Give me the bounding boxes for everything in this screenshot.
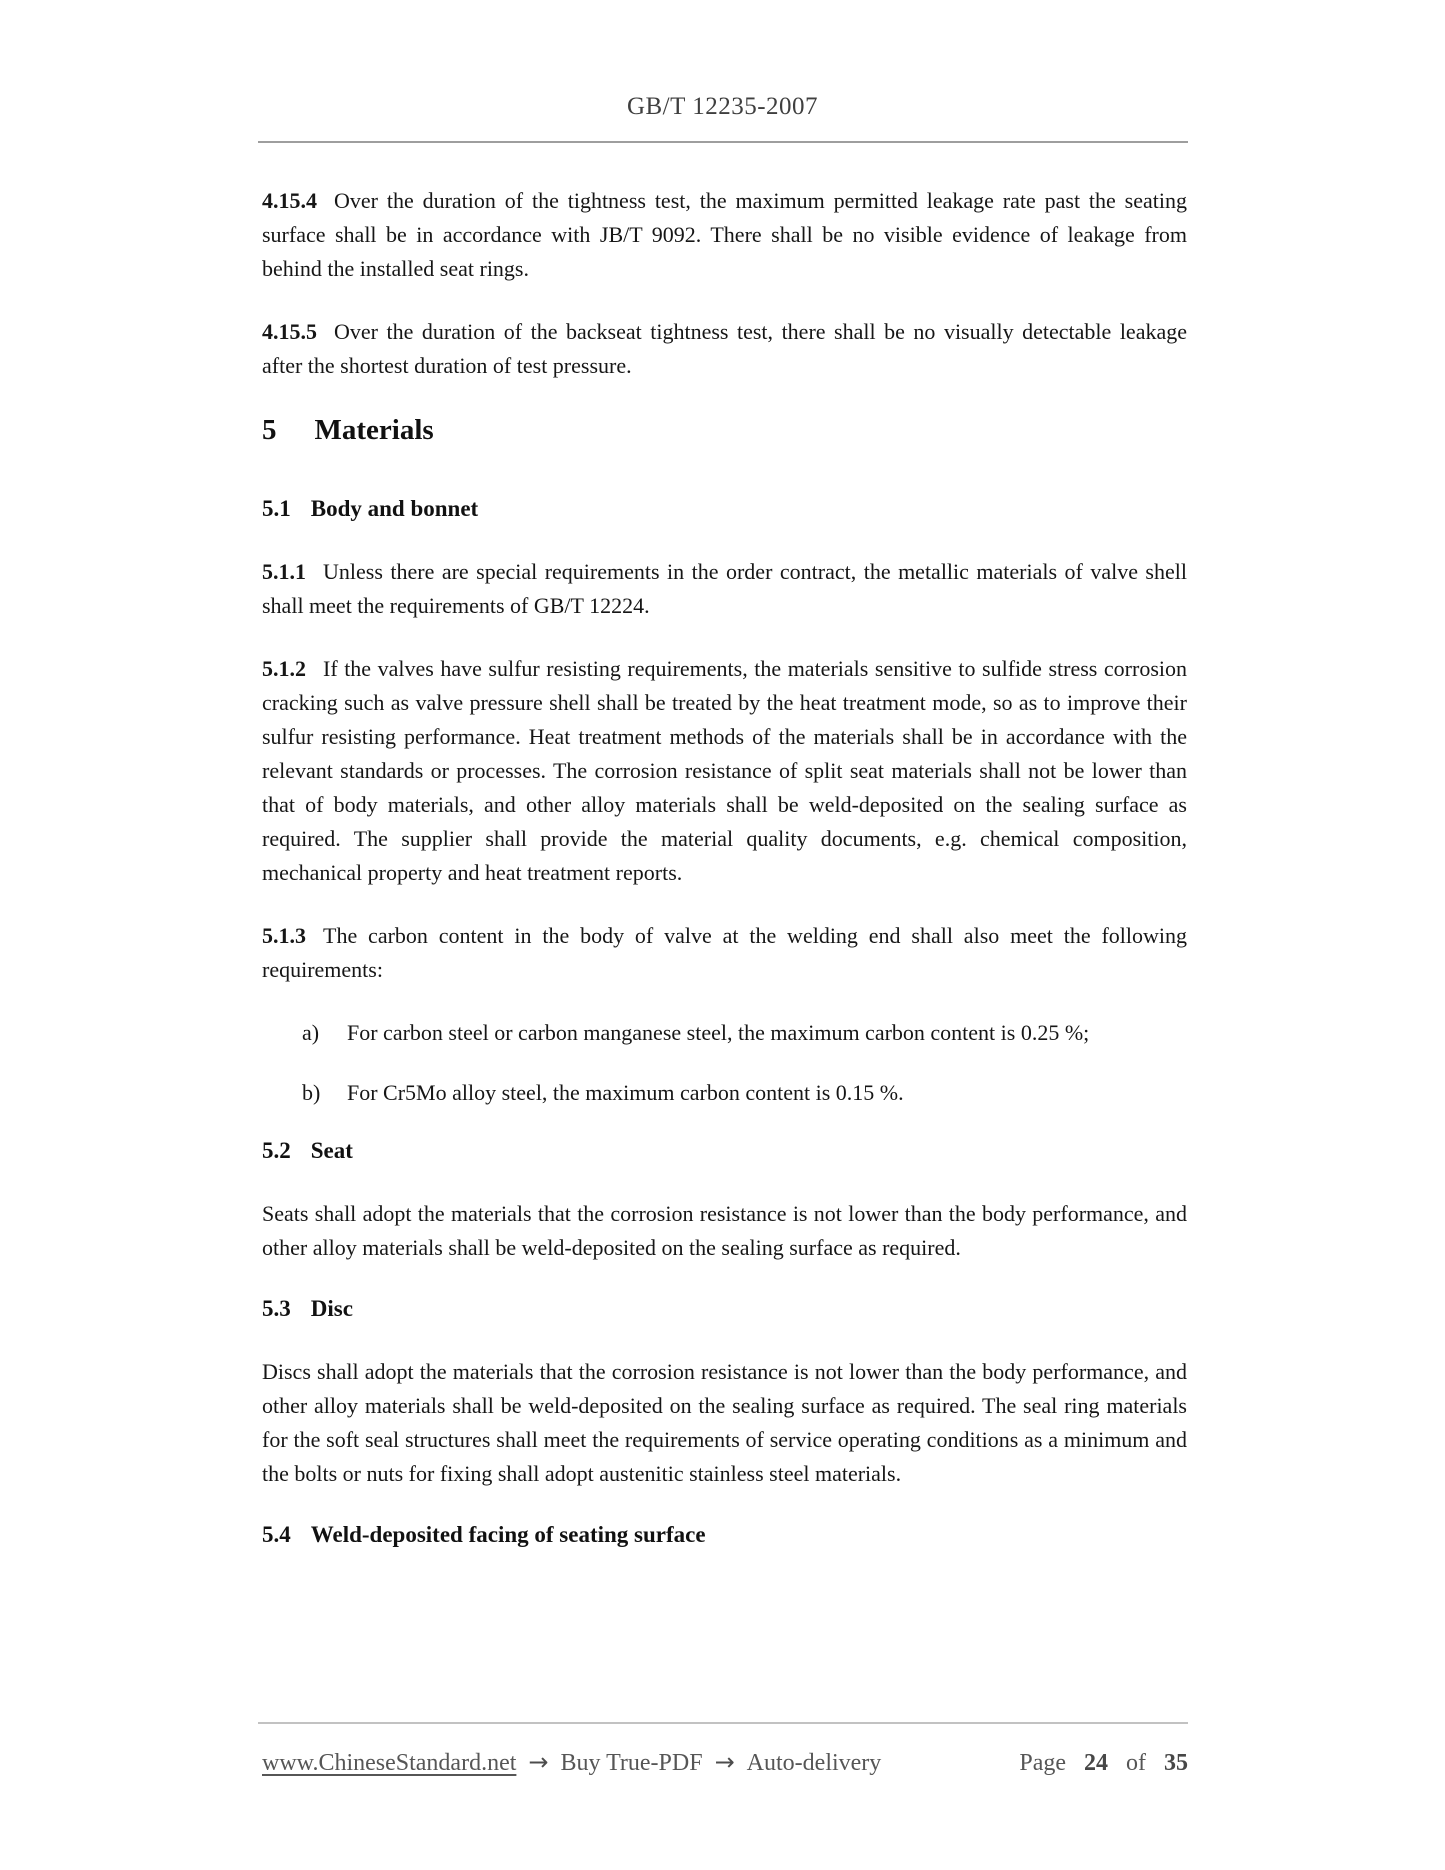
clause-number: 4.15.5 (262, 319, 317, 344)
clause-number: 4.15.4 (262, 188, 317, 213)
right-arrow-icon: → (714, 1748, 735, 1776)
document-body (262, 184, 1187, 1581)
header-rule (258, 141, 1188, 143)
page-total-number: 35 (1164, 1750, 1188, 1776)
clause-number: 5.1.2 (262, 656, 306, 681)
of-label: of (1126, 1750, 1146, 1776)
heading-number: 5.4 (262, 1522, 291, 1547)
heading-text: Weld-deposited facing of seating surface (310, 1522, 706, 1547)
list-item-b (262, 1076, 1187, 1110)
clause-text: Over the duration of the backseat tightness test, there shall be no visually detectable leakage after the shortest duration of test pressure. (262, 319, 1187, 378)
clause-text: Over the duration of the tightness test, the maximum permitted leakage rate past the seating surface shall be in accordance with JB/T 9092. There shall be no visible evidence of leakage from behind the installed seat rings. (262, 188, 1187, 281)
clause-5-1-2 (262, 652, 1187, 890)
list-item-text: For carbon steel or carbon manganese steel, the maximum carbon content is 0.25 %; (347, 1020, 1090, 1045)
page-current-number: 24 (1084, 1750, 1108, 1776)
section-heading-5 (262, 412, 1187, 448)
clause-text: Seats shall adopt the materials that the corrosion resistance is not lower than the body performance, and other alloy materials shall be weld-deposited on the sealing surface as required. (262, 1201, 1187, 1260)
heading-number: 5.2 (262, 1138, 291, 1163)
website-link[interactable]: www.ChineseStandard.net (262, 1750, 517, 1776)
section-heading-5-4 (262, 1520, 1187, 1550)
heading-text: Materials (314, 414, 434, 446)
heading-number: 5 (262, 414, 277, 446)
clause-text: Unless there are special requirements in the order contract, the metallic materials of valve shell shall meet the requirements of GB/T 12224. (262, 559, 1187, 618)
heading-text: Seat (310, 1138, 353, 1163)
page-indicator (1019, 1746, 1188, 1780)
footer-buy-label: Buy True-PDF (560, 1750, 703, 1776)
section-heading-5-1 (262, 494, 1187, 524)
clause-text: If the valves have sulfur resisting requirements, the materials sensitive to sulfide stress corrosion cracking such as valve pressure shell shall be treated by the heat treatment mode, so as to improve their sulfur resisting performance. Heat treatment methods of the materials shall be in accordance with the relevant standards or processes. The corrosion resistance of split seat materials shall not be lower than that of body materials, and other alloy materials shall be weld-deposited on the sealing surface as required. The supplier shall provide the material quality documents, e.g. chemical composition, mechanical property and heat treatment reports. (262, 656, 1187, 885)
heading-text: Disc (310, 1296, 353, 1321)
heading-number: 5.3 (262, 1296, 291, 1321)
heading-number: 5.1 (262, 496, 291, 521)
clause-number: 5.1.1 (262, 559, 306, 584)
section-heading-5-2 (262, 1136, 1187, 1166)
clause-4-15-5 (262, 315, 1187, 383)
paragraph-plain-12 (262, 1355, 1187, 1491)
list-item-marker: a) (302, 1020, 320, 1045)
list-item-marker: b) (302, 1080, 321, 1105)
section-heading-5-3 (262, 1294, 1187, 1324)
clause-5-1-3 (262, 919, 1187, 987)
clause-text: Discs shall adopt the materials that the corrosion resistance is not lower than the body performance, and other alloy materials shall be weld-deposited on the sealing surface as required. The seal ring materials for the soft seal structures shall meet the requirements of service operating conditions as a minimum and the bolts or nuts for fixing shall adopt austenitic stainless steel materials. (262, 1359, 1187, 1486)
page-label: Page (1019, 1750, 1066, 1776)
right-arrow-icon: → (528, 1748, 549, 1776)
footer-rule (258, 1722, 1188, 1724)
clause-text: The carbon content in the body of valve at the welding end shall also meet the following requirements: (262, 923, 1187, 982)
list-item-a (262, 1016, 1187, 1050)
page-footer (262, 1745, 1188, 1780)
clause-number: 5.1.3 (262, 923, 306, 948)
paragraph-plain-10 (262, 1197, 1187, 1265)
heading-text: Body and bonnet (310, 496, 479, 521)
clause-4-15-4 (262, 184, 1187, 286)
document-number-header: GB/T 12235-2007 (626, 93, 819, 120)
footer-delivery-label: Auto-delivery (746, 1750, 882, 1776)
footer-promo (262, 1745, 881, 1780)
list-item-text: For Cr5Mo alloy steel, the maximum carbon content is 0.15 %. (347, 1080, 904, 1105)
clause-5-1-1 (262, 555, 1187, 623)
